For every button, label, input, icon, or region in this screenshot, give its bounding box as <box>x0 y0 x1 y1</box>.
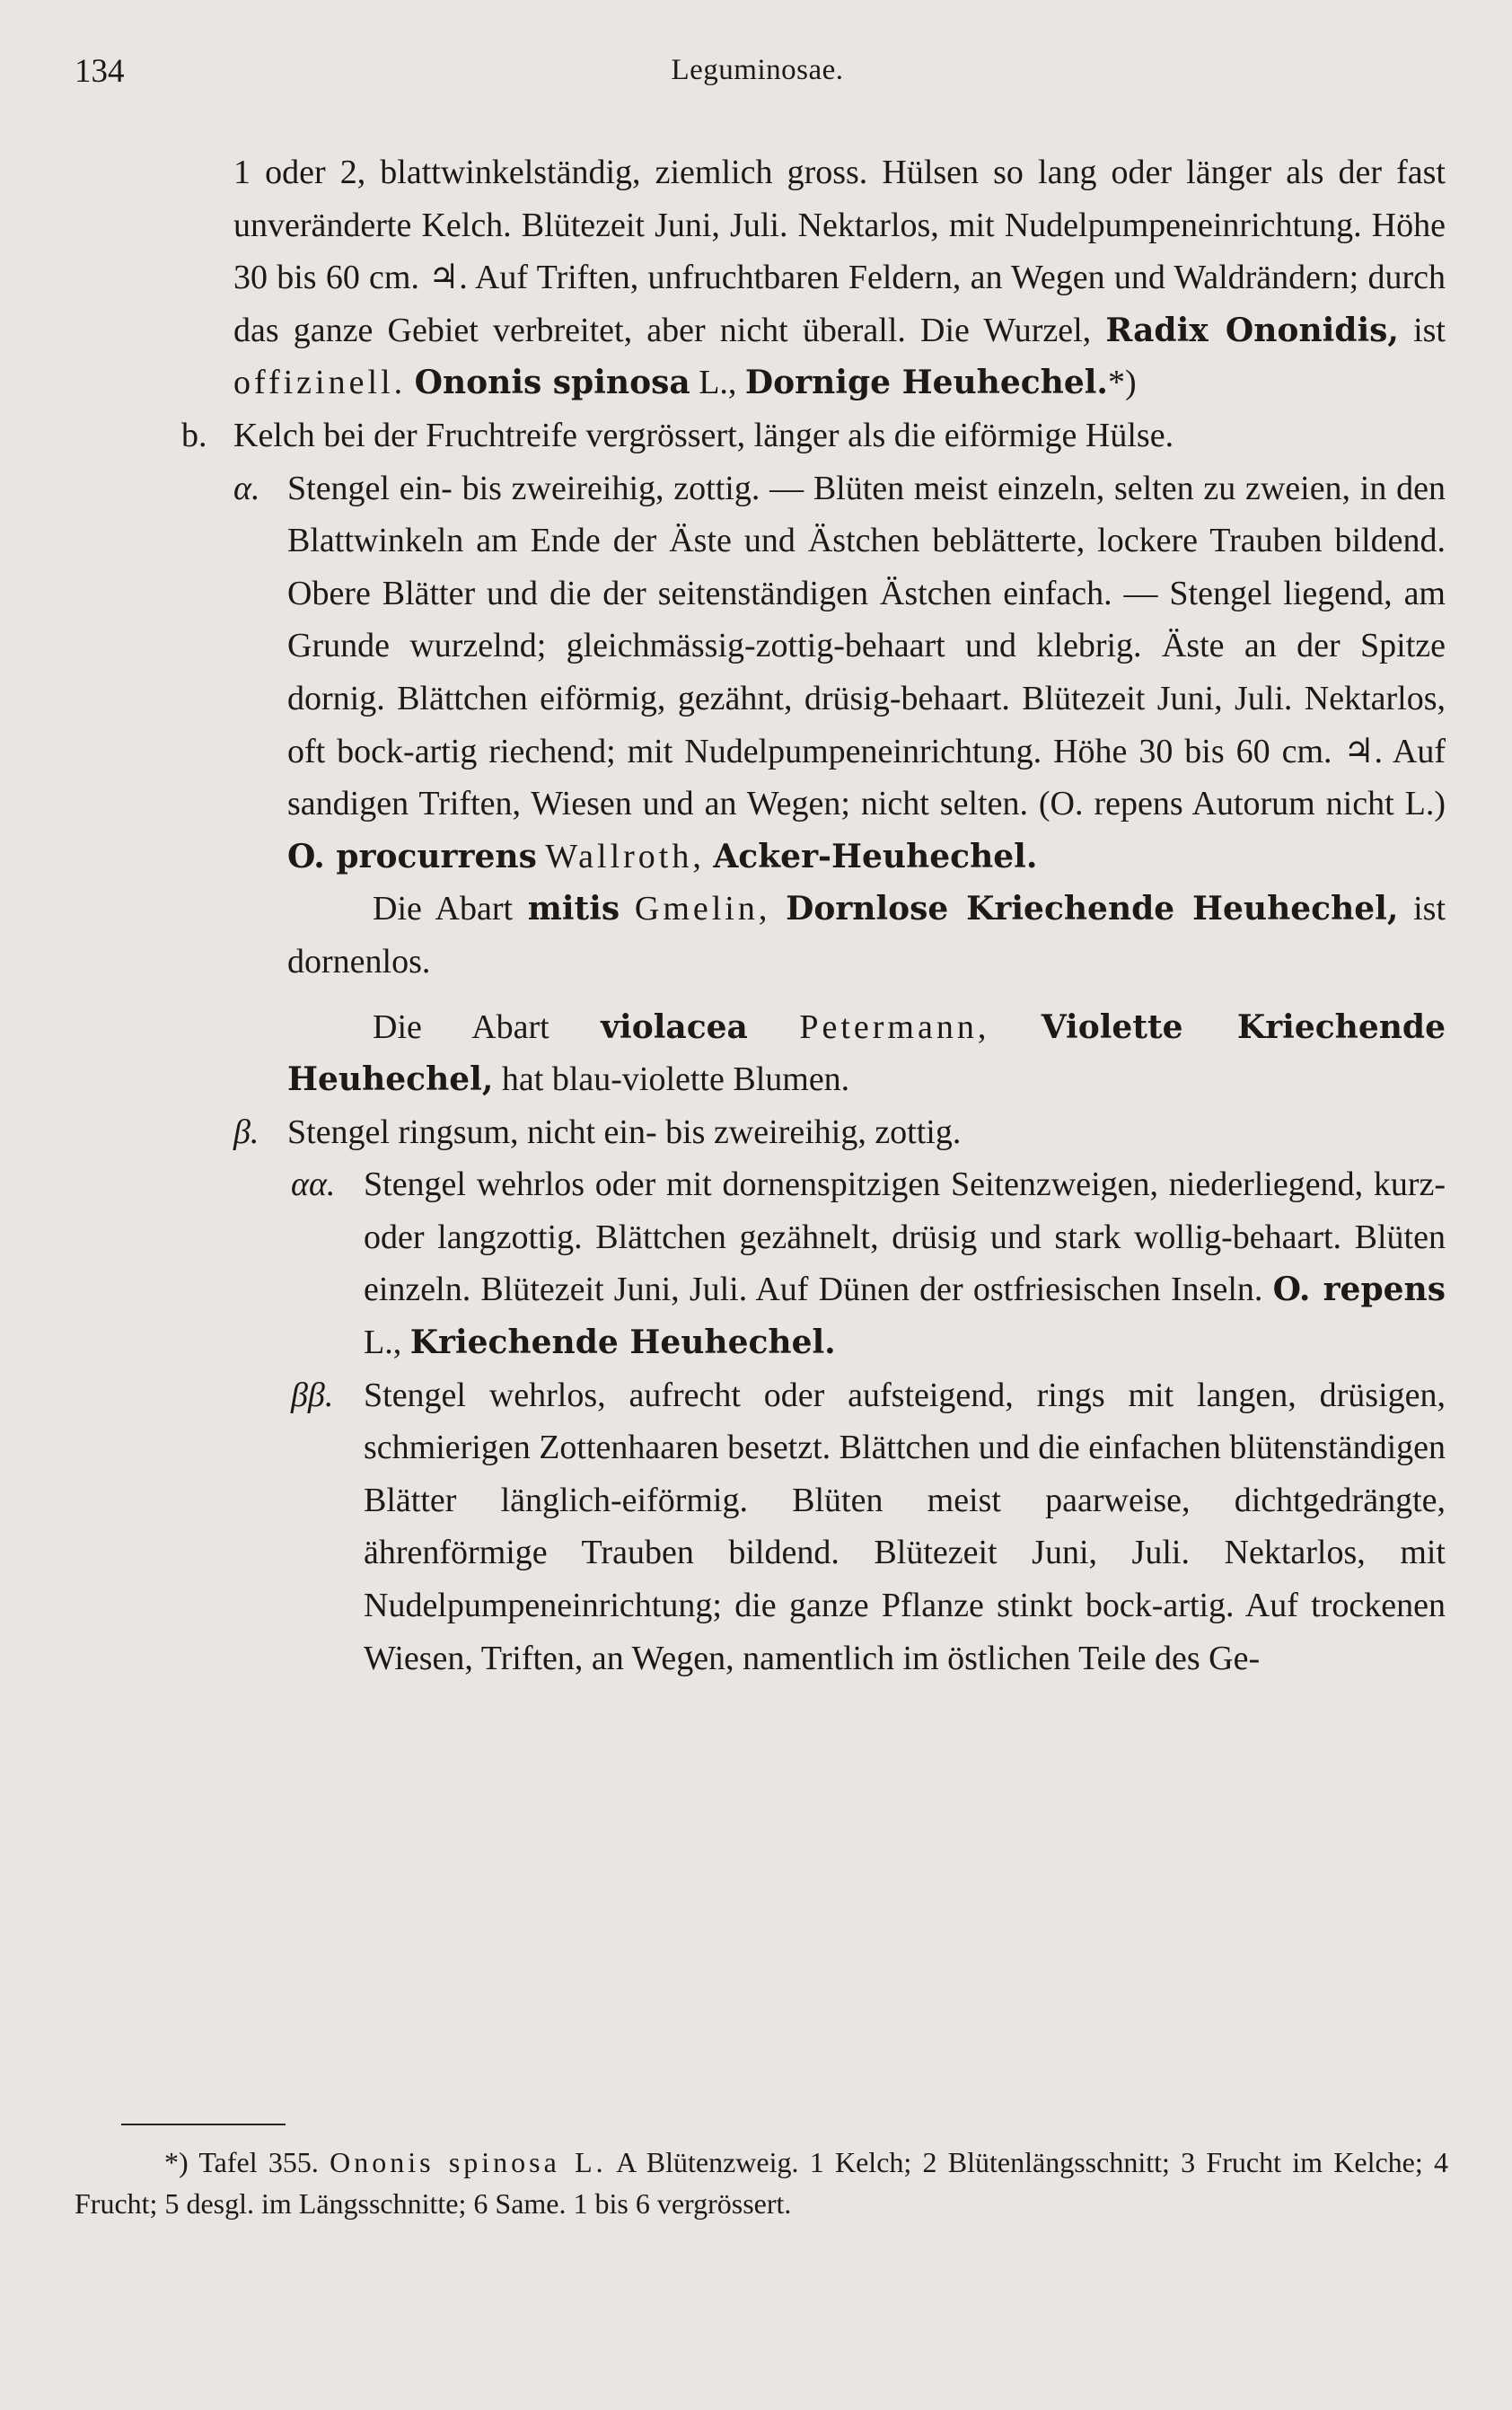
common-name: Violette Kriechende Heuhechel, <box>287 1007 1446 1099</box>
spaced-text: offizinell. <box>233 364 407 402</box>
common-name: Dornige Heuhechel. <box>744 364 1108 402</box>
section-label: α. <box>233 469 260 507</box>
page-number: 134 <box>75 53 125 90</box>
page-header <box>75 52 1440 106</box>
variety-name: mitis <box>527 890 620 928</box>
section-label: b. <box>181 416 207 454</box>
running-head: Leguminosae. <box>671 54 844 86</box>
author-name: Wallroth, <box>545 837 705 875</box>
author-name: Gmelin, <box>634 890 771 928</box>
footnote-text: *) Tafel 355. Ononis spinosa L. A Blütenzweig. 1 Kelch; 2 Blütenlängsschnitt; 3 Frucht im Kelche; 4 Frucht; 5 desgl. im Längsschnitte; 6 Same. 1 bis 6 vergrössert. <box>75 2146 1449 2220</box>
footnote-marker: *) <box>1107 364 1137 402</box>
species-name: O. repens <box>1272 1271 1446 1309</box>
section-label: β. <box>233 1113 259 1151</box>
author-name: Petermann, <box>799 1007 990 1046</box>
spaced-text: Ononis spinosa L. <box>330 2146 607 2178</box>
species-name: O. procurrens <box>287 837 537 875</box>
section-label: ββ. <box>291 1376 334 1414</box>
variety-violacea: Die Abart violacea Petermann, Violette Kriechende Heuhechel, hat blau-violette Blumen. <box>287 1007 1446 1099</box>
section-alpha-alpha: αα. Stengel wehrlos oder mit dornenspitzigen Seitenzweigen, niederliegend, kurz- oder langzottig. Blättchen gezähnelt, drüsig und stark wollig-behaart. Blüten einzeln. Blütezeit Juni, Juli. Auf Dünen der ostfriesischen Inseln. O. repens L., Kriechende Heuhechel. <box>364 1158 1446 1368</box>
footnote <box>75 2142 1448 2224</box>
section-alpha: α. Stengel ein- bis zweireihig, zottig. — Blüten meist einzeln, selten zu zweien, in den Blattwinkeln am Ende der Äste und Ästchen beblätterte, lockere Trauben bildend. Obere Blätter und die der seitenständigen Ästchen einfach. — Stengel liegend, am Grunde wurzelnd; gleichmässig-zottig-behaart und klebrig. Äste an der Spitze dornig. Blättchen eiförmig, gezähnt, drüsig-behaart. Blütezeit Juni, Juli. Nektarlos, oft bock-artig riechend; mit Nudelpumpeneinrichtung. Höhe 30 bis 60 cm. ♃. Auf sandigen Triften, Wiesen und an Wegen; nicht selten. (O. repens Autorum nicht L.) O. procurrens Wallroth, Acker-Heuhechel. <box>287 462 1446 884</box>
variety-mitis: Die Abart mitis Gmelin, Dornlose Kriechende Heuhechel, ist dornenlos. <box>287 890 1446 981</box>
section-label: αα. <box>291 1165 336 1204</box>
common-name: Dornlose Kriechende Heuhechel, <box>786 890 1399 928</box>
bold-term: Radix Ononidis, <box>1105 311 1399 349</box>
variety-name: violacea <box>601 1007 748 1046</box>
body-text <box>181 146 1446 1684</box>
section-b: b. Kelch bei der Fruchtreife vergrössert, länger als die eiförmige Hülse. <box>233 409 1446 462</box>
section-beta: β. Stengel ringsum, nicht ein- bis zweireihig, zottig. <box>287 1106 1446 1159</box>
common-name: Kriechende Heuhechel. <box>409 1324 836 1362</box>
paragraph-ononis-spinosa: 1 oder 2, blattwinkelständig, ziemlich gross. Hülsen so lang oder länger als der fast unveränderte Kelch. Blütezeit Juni, Juli. Nektarlos, mit Nudelpumpeneinrichtung. Höhe 30 bis 60 cm. ♃. Auf Triften, unfruchtbaren Feldern, an Wegen und Waldrändern; durch das ganze Gebiet verbreitet, aber nicht überall. Die Wurzel, Radix Ononidis, ist offizinell. Ononis spinosa L., Dornige Heuhechel.*) <box>233 154 1446 402</box>
footnote-divider <box>121 2124 286 2125</box>
species-name: Ononis spinosa <box>414 364 690 402</box>
section-beta-beta: ββ. Stengel wehrlos, aufrecht oder aufsteigend, rings mit langen, drüsigen, schmierigen Zottenhaaren besetzt. Blättchen und die einfachen blütenständigen Blätter länglich-eiförmig. Blüten meist paarweise, dichtgedrängte, ährenförmige Trauben bildend. Blütezeit Juni, Juli. Nektarlos, mit Nudelpumpeneinrichtung; die ganze Pflanze stinkt bock-artig. Auf trockenen Wiesen, Triften, an Wegen, namentlich im östlichen Teile des Ge- <box>364 1369 1446 1685</box>
common-name: Acker-Heuhechel. <box>713 837 1038 875</box>
